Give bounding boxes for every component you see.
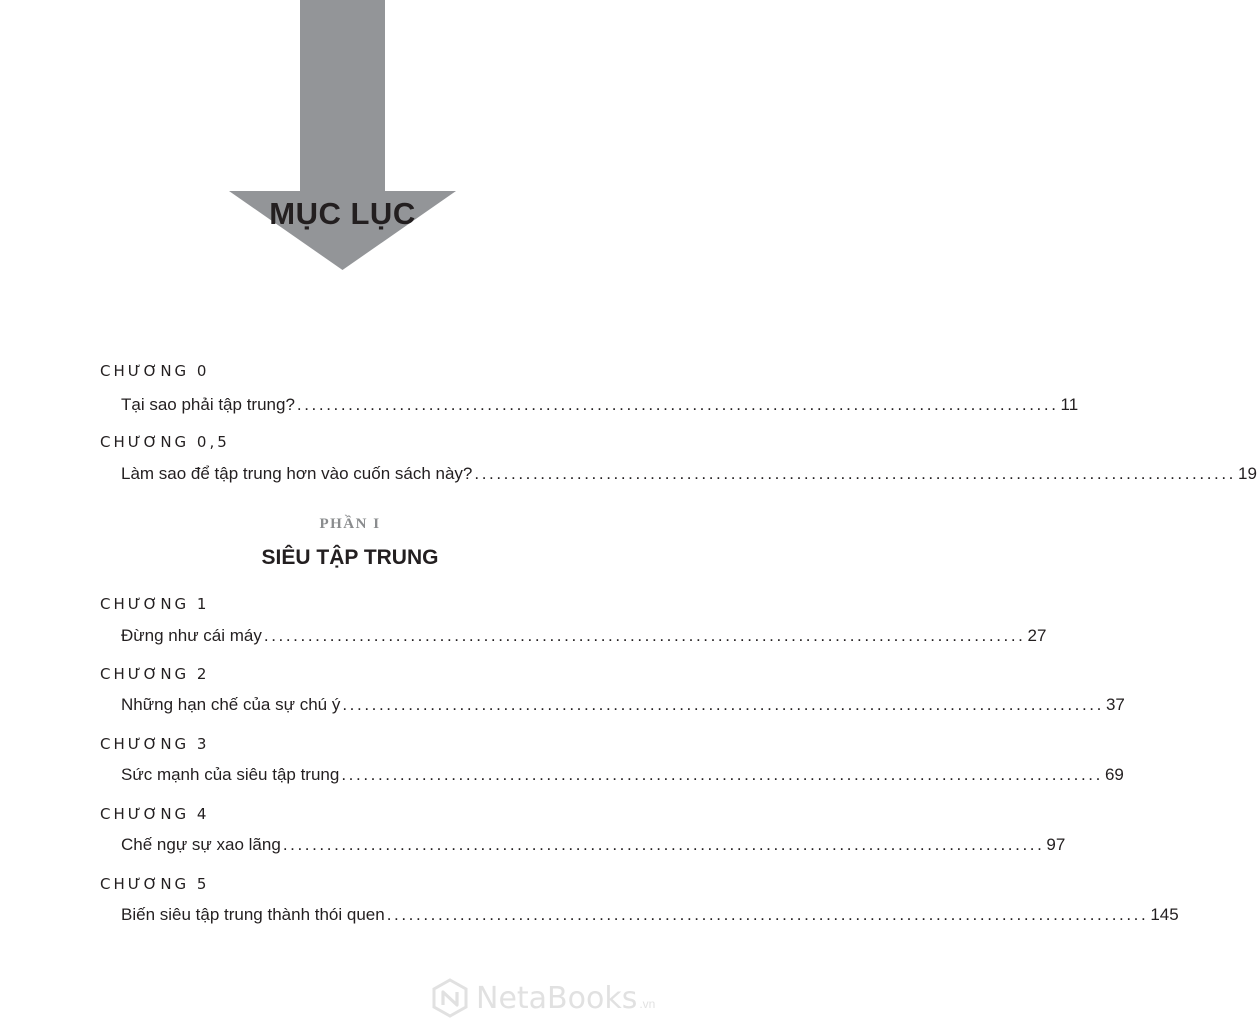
leader-dots: ........................................................................................................ <box>342 695 1104 714</box>
chapter-label: CHƯƠNG 1 <box>100 595 210 613</box>
chapter-label: CHƯƠNG 0,5 <box>100 433 230 451</box>
toc-title: MỤC LỤC <box>269 196 416 231</box>
chapter-label: CHƯƠNG 2 <box>100 665 210 683</box>
leader-dots: ........................................................................................................ <box>386 905 1149 924</box>
leader-dots: ........................................................................................................ <box>296 395 1059 414</box>
toc-entry[interactable] <box>121 905 1179 925</box>
part-label: PHẦN I <box>319 516 381 532</box>
entry-title: Sức mạnh của siêu tập trung <box>121 765 340 784</box>
toc-entry[interactable] <box>121 695 1125 715</box>
netabooks-logo-icon <box>430 978 470 1018</box>
entry-title: Biến siêu tập trung thành thói quen <box>121 905 385 924</box>
entry-page: 37 <box>1105 695 1125 714</box>
entry-page: 97 <box>1046 835 1066 854</box>
entry-title: Đừng như cái máy <box>121 626 262 645</box>
leader-dots: ........................................................................................................ <box>474 464 1236 483</box>
netabooks-watermark <box>430 976 692 1020</box>
watermark-tld: .vn <box>639 997 656 1011</box>
chapter-label: CHƯƠNG 0 <box>100 362 210 380</box>
entry-page: 11 <box>1060 395 1079 414</box>
entry-title: Làm sao để tập trung hơn vào cuốn sách này? <box>121 464 473 483</box>
leader-dots: ........................................................................................................ <box>341 765 1103 784</box>
chapter-label: CHƯƠNG 3 <box>100 735 210 753</box>
watermark-brand: NetaBooks <box>476 980 638 1016</box>
entry-page: 19 <box>1238 464 1257 483</box>
toc-entry[interactable] <box>121 765 1124 785</box>
toc-entry[interactable] <box>121 395 1079 415</box>
leader-dots: ........................................................................................................ <box>263 626 1026 645</box>
toc-entry[interactable] <box>121 626 1047 646</box>
entry-page: 27 <box>1027 626 1047 645</box>
chapter-label: CHƯƠNG 5 <box>100 875 210 893</box>
entry-title: Chế ngự sự xao lãng <box>121 835 281 854</box>
toc-entry[interactable] <box>121 464 1257 484</box>
leader-dots: ........................................................................................................ <box>282 835 1045 854</box>
entry-title: Những hạn chế của sự chú ý <box>121 695 341 714</box>
entry-title: Tại sao phải tập trung? <box>121 395 295 414</box>
toc-entry[interactable] <box>121 835 1066 855</box>
entry-page: 69 <box>1104 765 1124 784</box>
part-title: SIÊU TẬP TRUNG <box>261 546 439 569</box>
entry-page: 145 <box>1150 905 1179 924</box>
chapter-label: CHƯƠNG 4 <box>100 805 210 823</box>
